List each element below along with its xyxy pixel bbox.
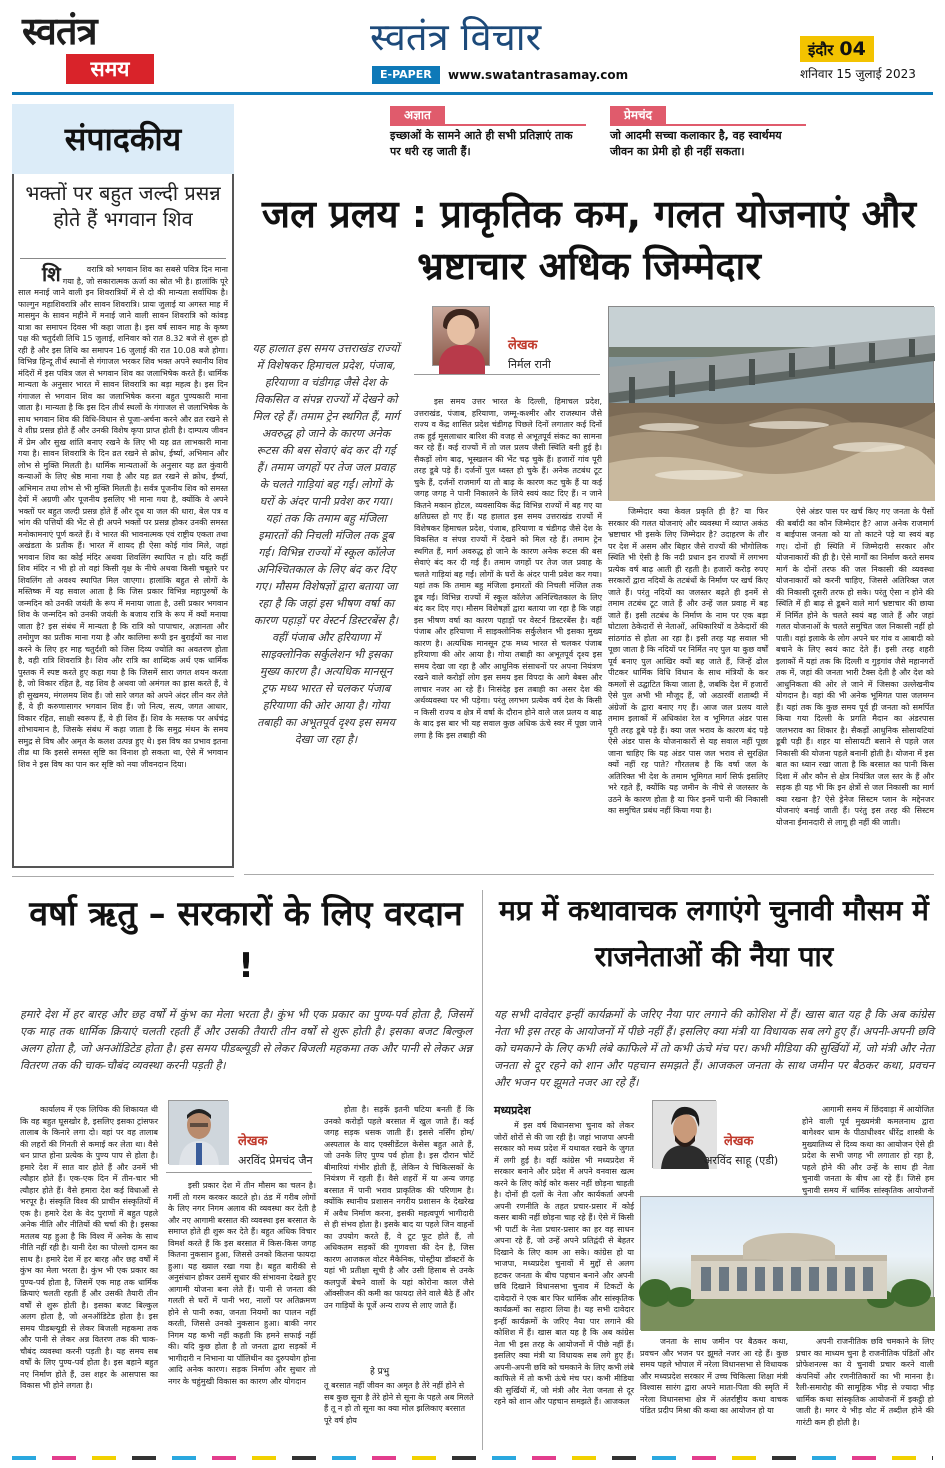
author-label: लेखक (238, 1134, 268, 1149)
city-label: इंदौर (808, 41, 834, 59)
monsoon-column-1: कार्यालय में एक लिपिक की शिकायत थी कि वह बहुत घूसखोर है, इसलिए इसका ट्रांसफर तालाब के किनारे लगा दो। वहां पर वह तालाब की लहरों की गिनती से कमाई कर लेता था। वैसे धन प्राप्त होना प्रत्येक के पुण्य पाप से होता है। हमारे देश में सात वार होते हैं और उनमें भी त्यौहार होते हैं। एक-एक दिन में तीन-चार भी त्यौहार होते हैं। वैसे हमारा देश कई विधाओं से भरपूर है। संस्कृति विश्व की प्राचीन संस्कृतियों में एक है। हमारे देश के वेद पुराणों में बहुत पहले अनेक नीति और नीतियों की चर्चा की है। इसका मतलब यह हुआ है कि विश्व में अनेक के साथ नीति नहीं रही है। यानी देश का पोल्लो दामन का साथ है। हमारे देश में हर बारह और छह वर्षों में कुंभ का मेला भरता है। कुंभ भी एक प्रकार का पुण्य-पर्व होता है, जिसमें एक माह तक धार्मिक क्रियाएं चलती रहती हैं और उसकी तैयारी तीन वर्षों से शुरू होती है। इसका बजट बिल्कुल अलग होता है, जो अनऑडिटेड होता है। इस समय पीडब्ल्यूडी से लेकर बिजली महकमा तक और पानी से लेकर अन्न वितरण तक की चाक-चौबंद व्यवस्था करनी पड़ती है। यह समय सब वर्षों के लिए पुण्य-पर्व होता है। इस बहाने बहुत नए निर्माण होते हैं, उस शहर के आसपास का विकास भी होने लगता है। (20, 1105, 158, 1390)
lead-pullquote: यह हालात इस समय उत्तराखंड राज्यों में विशेषकर हिमाचल प्रदेश, पंजाब, हरियाणा व चंडीगढ़ जैसे देश के विकसित व संपन्न राज्यों में देखने को मिल रहे हैं। तमाम ट्रेन स्थगित हैं, मार्ग अवरुद्ध हो जाने के कारण अनेक रूटस की बस सेवाएं बंद कर दी गई हैं। तमाम जगहों पर तेज जल प्रवाह के चलते गाड़ियां बह गईं। लोगों के घरों के अंदर पानी प्रवेश कर गया। यहां तक कि तमाम बहु मंजिला इमारतों की निचली मंजिल तक डूब गई। विभिन्न राज्यों में स्कूल कॉलेज अनिश्चितकाल के लिए बंद कर दिए गए। मौसम विशेषज्ञों द्वारा बताया जा रहा है कि जहां इस भीषण वर्षा का कारण पहाड़ों पर वेस्टर्न डिस्टरबेंस है। वहीं पंजाब और हरियाणा में साइक्लोनिक सर्कुलेशन भी इसका मुख्य कारण है। अत्यधिक मानसून ट्रफ मध्य भारत से चलकर पंजाब हरियाणा की ओर आया है। गोया तबाही का अभूतपूर्व दृश्य इस समय देखा जा रहा है। (252, 342, 400, 746)
issue-date: शनिवार 15 जुलाई 2023 (800, 67, 916, 81)
poem-heading: हे प्रभु (370, 1367, 390, 1377)
author-name: निर्मल रानी (508, 358, 551, 371)
column-divider (482, 890, 483, 1450)
mp-column-2: आगामी समय में छिंदवाड़ा में आयोजित होने वाली पूर्व मुख्यमंत्री कमलनाथ द्वारा बागेश्वर धाम के पीठाधीश्वर धीरेंद्र शास्त्री के मुख्यातिथ्य से दिव्य कथा का आयोजन ऐसे ही प्रदेश के सभी जगह भी लगातार हो रहा है, पहले होने की और उन्हें के साथ ही नेता चुनावी जनता के बीच आ रहे हैं। जिसे हम चुनावी समय में धार्मिक सांस्कृतिक आयोजनों (802, 1105, 934, 1195)
author-photo-art (169, 1101, 229, 1165)
page-title: स्वतंत्र विचार (370, 15, 542, 59)
author-label: लेखक (724, 1134, 754, 1149)
author-photo-arvind-jain (168, 1100, 228, 1164)
monsoon-poem: तू बरसात नहीं जीवन का अमृत है तेरे नहीं होने से सब कुछ सूना है तेरे होने से सूना के पहले अब मिलते हैं तू न हो तो सूना का क्या मोल झलिकाए बरसात पूरे वर्ष होय (324, 1381, 474, 1425)
assembly-building-photo (640, 1196, 934, 1330)
author-name: अरविंद प्रेमचंद जैन (238, 1154, 313, 1167)
editorial-divider (20, 258, 226, 259)
quote-text: इच्छाओं के सामने आते ही सभी प्रतिज्ञाएं ताक पर धरी रह जाती हैं। (390, 129, 573, 158)
monsoon-column-2: इसी प्रकार देश में तीन मौसम का चलन है। गर्मी तो गरम करकर काटते हो। ठंड में गरीब लोगों के लिए नगर निगम अलाव की व्यवस्था कर देती है और नए आगामी बरसात की व्यवस्था इस बरसात के समाप्त होते ही शुरू कर देते हैं। बहुत अधिक विचार विमर्श करते हैं कि इस बरसात में किस-किस जगह कितना नुकसान हुआ, जिससे उनको कितना फायदा हुआ। यह ख्याल रखा गया है। बहुत बारीकी से अनुसंधान होकर उसमें सुधार की संभावना देखते हुए आगामी योजना बना लेते हैं। पानी से जनता की गलती से घरों में पानी भरा, नालों पर अतिक्रमण होने से पानी रुका, जनता नियमों का पालन नहीं करती, जिससे उनको नुकसान हुआ। बाकी नगर निगम यह कभी नहीं कहती कि हमने सफाई नहीं की। यदि कुछ होता है तो जनता द्वारा सड़कों में भागीदारी न निभाना या पॉलिथीन का दुरुपयोग होना आदि अनेक कारण। सड़क निर्माण और सुधार तो नगर के चहुंमुखी विकास का कारण और योगदान (168, 1181, 316, 1386)
mp-intro: यह सभी दावेदार इन्हीं कार्यक्रमों के जरिए नैया पार लगाने की कोशिश में हैं। खास बात यह है कि अब कांग्रेस नेता भी इस तरह के आयोजनों में पीछे नहीं हैं। इसलिए क्या मंत्री या विधायक सब लगे हुए हैं। अपनी-अपनी छवि को चमकाने के लिए कभी लंबे काफिले में तो कभी ऊंचे मंच पर। कभी मीडिया की सुर्खियों में, जो मंत्री और नेता जनता से दूर रहने को शान और पहचान समझते हैं। आजकल जनता के साथ जमीन पर बैठकर कथा, प्रवचन और भजन पर झूमते नजर आ रहे हैं। (494, 1008, 934, 1089)
flood-barrage-photo (608, 306, 934, 500)
quote-rule (390, 124, 586, 126)
quote-source: अज्ञात (390, 106, 445, 124)
editorial-headline[interactable]: भक्तों पर बहुत जल्दी प्रसन्न होते हैं भगवान शिव (25, 181, 221, 231)
lead-column-3: ऐसे अंडर पास पर खर्च किए गए जनता के पैसों की बर्बादी का कौन जिम्मेदार है? आज अनेक राजमार्ग व बाईपास जनता को या तो काटने पड़े या स्वयं बह गए। दोनों ही स्थिति में जिम्मेदारी सरकार और योजनाकारों की ही है। ऐसे मार्गों का निर्माण करते समय मार्ग के दोनों तरफ की जल निकासी की व्यवस्था योजनाकारों को करनी चाहिए, जिससे अतिरिक्त जल की निकासी दूसरी तरफ हो सके। परंतु ऐसा न होने की स्थिति में ही बाढ़ से डूबने वाले मार्ग भ्रष्टाचार की छाया में निर्मित होने के चलते स्वयं बह जाते हैं और जहां गलत योजनाओं के चलते समुचित जल निकासी नहीं हो पाती। वहां इलाके के लोग अपने घर गांव व आबादी को बचाने के लिए स्वयं काट देते हैं। इसी तरह शहरी इलाकों में यहां तक कि दिल्ली व गुड़गांव जैसे महानगरों तक में, जहां की जनता भारी टैक्स देती है और देश को आधुनिकता की ओर ले जाने में जिसका उल्लेखनीय योगदान है। वहां की भी अनेक भूमिगत पास जलमग्न हैं। यहां तक कि कुछ समय पूर्व ही जनता को समर्पित किया गया दिल्ली के प्रगति मैदान का अंडरपास जलभराव का शिकार है। सैकड़ों आधुनिक सोसायटियां डूबी पड़ी हैं। शहर या सोसायटी बसाने से पहले जल निकासी की योजना पहले बनानी होती है। योजना में इस बात का ध्यान रखा जाता है कि बरसात का पानी किस दिशा में और कौन से क्षेत्र नियंत्रित जल स्तर के हैं और सड़क ही यह भी कि इन क्षेत्रों से जल निकासी का मार्ग क्या रखना है? ऐसे ड्रेनेज सिस्टम प्लान के मद्देनजर योजनाएं बनाई जाती हैं। परंतु इस तरह की सिस्टम योजना ईमानदारी से लागू ही नहीं की जाती। (776, 507, 934, 827)
mp-column-1: में इस वर्ष विधानसभा चुनाव को लेकर जोरों शोरों से की जा रही है। जहां भाजपा अपनी सरकार को मध्य प्रदेश में यथावत रखने के जुगत में लगी हुई है। वहीं कांग्रेस भी मध्यप्रदेश में सरकार बनाने और प्रदेश में अपने वनवास खत्म करने के लिए कोई कोर कसर नहीं छोड़ना चाहती है। दोनों ही दलों के नेता और कार्यकर्ता अपनी अपनी रणनीति के तहत प्रचार-प्रसार में कोई कसर बाकी नहीं छोड़ना चाह रहे हैं। ऐसे में किसी भी पार्टी के नेता प्रचार-प्रसार का हर वह साधन अपना रहे हैं, जो उन्हें अपने प्रतिद्वंदी से बेहतर दिखाने के लिए काम आ सके। कांग्रेस हो या भाजपा, मध्यप्रदेश चुनावों में मुद्दों से अलग हटकर जनता के बीच पहचान बनाने और अपनी छवि दिखाने विधानसभा चुनाव में टिकटों के दावेदारों ने एक बार फिर धार्मिक और सांस्कृतिक कार्यक्रमों का सहारा लिया है। यह सभी दावेदार इन्हीं कार्यक्रमों के जरिए नैया पार लगाने की कोशिश में हैं। खास बात यह है कि अब कांग्रेस नेता भी इस तरह के आयोजनों में पीछे नहीं हैं। इसलिए क्या मंत्री या विधायक सब लगे हुए हैं। अपनी-अपनी छवि को चमकाने के लिए कभी लंबे काफिले में तो कभी ऊंचे मंच पर। कभी मीडिया की सुर्खियों में, जो मंत्री और नेता जनता से दूर रहने को शान और पहचान समझते हैं। आजकल (494, 1121, 634, 1406)
logo-wordmark: स्वतंत्र (22, 8, 97, 53)
mp-column-4: अपनी राजनीतिक छवि चमकाने के लिए प्रचार का माध्यम चुना है राजनीतिक पंडितों और प्रोफेशनल्स का ये चुनावी प्रचार करने वाली कंपनियों और रणनीतिकारों का भी मानना है। रैली-समारोह की सामूहिक भीड़ से ज्यादा भीड़ धार्मिक कथा सांस्कृतिक आयोजनों में इकट्ठी हो जाती है। मगर ये भीड़ वोट में तब्दील होने की गारंटी कम ही होती है। (796, 1337, 934, 1427)
quote-source: प्रेमचंद (610, 106, 666, 124)
quote-text: जो आदमी सच्चा कलाकार है, वह स्वार्थमय जीवन का प्रेमी हो ही नहीं सकता। (610, 129, 782, 158)
logo-badge: समय (66, 54, 154, 84)
mp-column-3: जनता के साथ जमीन पर बैठकर कथा, प्रवचन और भजन पर झूमते नजर आ रहे हैं। कुछ समय पहले भोपाल में नरेला विधानसभा से विधायक और मध्यप्रदेश सरकार में उच्च चिकित्सा शिक्षा मंत्री विश्वास सारंग द्वारा अपने माता-पिता की स्मृति में नरेला विधानसभा क्षेत्र में अंतर्राष्ट्रीय कथा वाचक पंडित प्रदीप मिश्रा की कथा का आयोजन हो या (640, 1337, 788, 1415)
section-divider-left (12, 876, 234, 877)
face-shape (447, 315, 475, 345)
flood-photo-art (609, 307, 935, 501)
mp-dateline: मध्यप्रदेश (494, 1104, 531, 1117)
author-divider (166, 1172, 312, 1173)
editorial-dropcap: शि (42, 262, 61, 286)
author-name: अरविंद साहू (एडी) (704, 1154, 779, 1167)
quote-box-2 (610, 106, 806, 166)
monsoon-column-3: होता है। सड़कें इतनी घटिया बनती हैं कि उनको करोड़ों पहले बरसात में खुल जाते हैं। कई जगह सड़क धसक जाती हैं। इससे नर्सिंग होम/अस्पताल के वाद एक्सीडेंटल केसेस बहुत आते हैं, जो उनके लिए पुण्य पर्व होता है। इस दौरान चोटें बीमारियां गंभीर होती हैं, लेकिन ये चिकित्सकों के नियंत्रण में रहती हैं। वैसे शहरों में या अन्य जगह बरसात में पानी भराव प्राकृतिक की परिणाम है। क्योंकि स्थानीय प्रशासन नगरीय प्रशासन के देखरेख में अवैध निर्माण करना, इसकी महत्वपूर्ण भागीदारी से ही संभव होता है। इसके बाद या पहले जिन वाहनों का उपयोग करते हैं, वे टूट फूट होते हैं, तो अधिकतम सड़कों की गुणवत्ता की देन है, जिस कारण आजकल वोटर मैकेनिक, पोस्ट्रीया डॉक्टरों के यहां भी प्रतीक्षा सूची है और उसी हिसाब से उनके कलपुर्जे बेचने वालों के यहां कोरोना काल जैसे ऑक्सीजन की कमी का फायदा लेने वाले बैठे हैं और उन गाड़ियों के पूर्जे अन्य राज्य से लाए जाते हैं। (324, 1105, 474, 1310)
lead-column-2: जिम्मेदार क्या केवल प्रकृति ही है? या फिर सरकार की गलत योजनाएं और व्यवस्था में व्याप्त अकंठ भ्रष्टाचार भी इसके लिए जिम्मेदार है? उदाहरण के तौर पर देश में असम और बिहार जैसे राज्यों की भौगोलिक स्थिति भी ऐसी है कि नदी प्रधान इन राज्यों में लगभग प्रत्येक वर्ष बाढ़ आती ही रहती है। हजारों करोड़ रुपए सरकारों द्वारा नदियों के तटबंधों के निर्माण पर खर्च किए जाते हैं। परंतु नदियों का जलस्तर बढ़ते ही इनमें से तमाम तटबंध टूट जाते हैं और उन्हें जल प्रवाह में बह जाते हैं। इसी तटबंध के निर्माण के नाम पर एक बड़ा घोटाला ठेकेदारों से नेताओं, अधिकारियों व ठेकेदारों की सांठगांठ से होता आ रहा है। इसी तरह यह सवाल भी पूछा जाता है कि नदियों पर निर्मित नए पुल या कुछ वर्षों पूर्व बनाए पुल आखिर क्यों बह जाते हैं, जिन्हें ढोल पीटकर धार्मिक विधि विधान के साथ मंत्रियों के कर कमलों से उद्घाटित किया जाता है, जबकि देश में हजारों ऐसे पुल अभी भी मौजूद हैं, जो अठारवीं शताब्दी में अंग्रेजों के द्वारा बनाए गए हैं। आज जल प्रलय वाले तमाम इलाकों में अधिकांश रेल व भूमिगत अंडर पास पूरी तरह डूबे पड़े हैं। क्या जल भराव के कारण बंद पड़े ऐसे अंडर पास के योजनाकारों से यह सवाल नहीं पूछा जाना चाहिए कि यह अंडर पास जल भराव से सुरक्षित क्यों नहीं रह पाते? गौरतलब है कि वर्षा जल के अतिरिक्त भी देश के तमाम भूमिगत मार्ग सिर्फ इसलिए भरे रहते हैं, क्योंकि यह जमीन के नीचे से जलस्तर के उठने के कारण होता है या फिर इनमें पानी की निकासी का समुचित प्रबंध नहीं किया गया है। (608, 507, 768, 815)
building-photo-art (641, 1197, 935, 1331)
author-label: लेखक (508, 338, 538, 353)
lead-headline[interactable]: जल प्रलय : प्राकृतिक कम, गलत योजनाएं और भ्रष्टाचार अधिक जिम्मेदार (261, 192, 917, 288)
quote-box-1 (390, 106, 586, 166)
masthead-divider (12, 92, 933, 95)
body-shape (439, 345, 485, 375)
page-number: 04 (839, 38, 866, 60)
section-divider (244, 874, 934, 875)
lead-column-1: इस समय उत्तर भारत के दिल्ली, हिमाचल प्रदेश, उत्तराखंड, पंजाब, हरियाणा, जम्मू-कश्मीर और राजस्थान जैसे राज्य व केंद्र शासित प्रदेश चंडीगढ़ पिछले दिनों लगातार कई दिनों तक हुई मूसलाधार बारिश की वजह से अभूतपूर्व संकट का सामना कर रहे हैं। कई राज्यों में तो जल प्रलय जैसी स्थिति बनी हुई है। सैकड़ों लोग बाढ़, भूस्खलन की भेंट चढ़ चुके हैं। हजारों गांव पूरी तरह डूबे पड़े हैं। दर्जनों पुल ध्वस्त हो चुके हैं। अनेक तटबंध टूट चुके हैं, दर्जनों राजमार्ग या तो बाढ़ के कारण कट चुके हैं या कई जगह जगह ने पानी निकालने के लिये स्वयं काट दिए हैं। न जाने कितने मकान होटल, व्यवसायिक केंद्र विभिन्न राज्यों में बह गए या क्षतिग्रस्त हो गए हैं। यह हालात इस समय उत्तराखंड राज्यों में विशेषकर हिमाचल प्रदेश, पंजाब, हरियाणा व चंडीगढ़ जैसे देश के विकसित व संपन्न राज्यों में देखने को मिल रहे हैं। तमाम ट्रेन स्थगित हैं, मार्ग अवरुद्ध हो जाने के कारण अनेक रूटस की बस सेवाएं बंद कर दी गई हैं। तमाम जगहों पर तेज जल प्रवाह के चलते गाड़ियां बह गईं। लोगों के घरों के अंदर पानी प्रवेश कर गया। यहां तक कि तमाम बहु मंजिला इमारतों की निचली मंजिल तक डूब गई। विभिन्न राज्यों में स्कूल कॉलेज अनिश्चितकाल के लिए बंद कर दिए गए। मौसम विशेषज्ञों द्वारा बताया जा रहा है कि जहां इस भीषण वर्षा का कारण पहाड़ों पर वेस्टर्न डिस्टरबेंस है। वहीं पंजाब और हरियाणा में साइक्लोनिक सर्कुलेशन भी इसका मुख्य कारण है। अत्यधिक मानसून ट्रफ मध्य भारत से चलकर पंजाब हरियाणा की ओर आया है। गोया तबाही का अभूतपूर्व दृश्य इस समय देखा जा रहा है और आधुनिक संसाधनों पर अपना नियंत्रण रखने वाले करोड़ों लोग इस समय इस विपदा के आगे बेबस और लाचार नजर आ रहे हैं। निःसंदेह इस तबाही का असर देश की अर्थव्यवस्था पर भी पड़ेगा। परंतु लगभग प्रत्येक वर्ष देश के किसी न किसी राज्य व क्षेत्र में वर्षा के दौरान होने वाले जल प्रलय व बाढ़ के बाद इस बार भी यह सवाल कुछ अधिक ऊंचे स्वर में पूछा जाने लगा है कि इस तबाही की (414, 397, 602, 740)
author-divider (414, 374, 600, 375)
monsoon-headline[interactable]: वर्षा ऋतु – सरकारों के लिए वरदान ! (29, 894, 463, 986)
author-photo-nirmal (432, 306, 490, 366)
site-link[interactable]: www.swatantrasamay.com (448, 68, 629, 82)
editorial-text: वरात्रि को भगवान शिव का सबसे पवित्र दिन माना गया है, जो सकारात्मक ऊर्जा का स्रोत भी है। हालांकि पूरे साल मनाई जाने वाली इन शिवरात्रियों में से दो की मान्यता सर्वाधिक है। फाल्गुन महाशिवरात्रि और सावन शिवरात्रि। प्रायः जुलाई या अगस्त माह में मासमुन के सावन महीने में मनाई जाने वाली सावन शिवरात्रि को कांवड़ यात्रा का समापन दिवस भी कहा जाता है। इस वर्ष सावन माह के कृष्ण पक्ष की चतुर्दशी तिथि 15 जुलाई, शनिवार को रात 8.32 बजे से शुरू हो रही है और इस तिथि का समापन 16 जुलाई की रात 10.08 बजे होगा। विभिन्न हिन्दू तीर्थ स्थानों से गंगाजल भरकर शिव भक्त अपने स्थानीय शिव मंदिरों में इस पवित्र जल से भगवान शिव का जलाभिषेक करते हैं। धार्मिक मान्यता के अनुसार भारत में सावन शिवरात्रि का बड़ा महत्व है। इस दिन गंगाजल से भगवान शिव का जलाभिषेक करना बहुत पुण्यकारी माना जाता है। मान्यता है कि इस दिन तीर्थ स्थलों के गंगाजल से जलाभिषेक के साथ भगवान शिव की विधि-विधान से पूजा-अर्चना करने और व्रत रखने से वे शीघ्र प्रसन्न होते हैं और उनकी विशेष कृपा प्राप्त होती है। दाम्पत्य जीवन में प्रेम और सुख शांति बनाए रखने के लिए भी यह व्रत लाभकारी माना गया है। सावन शिवरात्रि के दिन व्रत रखने से क्रोध, ईर्ष्या, अभिमान और लोभ से मुक्ति मिलती है। धार्मिक मान्यताओं के अनुसार यह व्रत कुंवारी कन्याओं के लिए श्रेष्ठ माना गया है और यह व्रत रखने से क्रोध, ईर्ष्या, अभिमान तथा लोभ से भी मुक्ति मिलती है। सर्वत्र पूजनीय शिव को समस्त देवों में अग्रणी और पूजनीय इसलिए भी माना गया है, क्योंकि वे अपने भक्तों पर बहुत जल्दी प्रसन्न होते हैं और दूध या जल की धारा, बेल पत्र व भांग की पत्तियों की भेंट से ही अपने भक्तों पर प्रसन्न होकर उनकी समस्त मनोकामनाएं पूर्ण करते हैं। वे भारत की भावनात्मक एवं राष्ट्रीय एकता तथा अखंडता के प्रतीक हैं। भारत में शायद ही ऐसा कोई गांव मिले, जहां भगवान शिव का कोई मंदिर अथवा शिवलिंग स्थापित न हो। यदि कहीं शिव मंदिर न भी हो तो वहां किसी वृक्ष के नीचे अथवा किसी चबूतरे पर शिवलिंग तो अवश्य स्थापित मिल जाएगा। हालांकि बहुत से लोगों के मस्तिष्क में यह सवाल आता है कि जिस प्रकार विभिन्न महापुरुषों के जन्मदिन को उनकी जयंती के रूप में मनाया जाता है, उसी प्रकार भगवान शिव के जन्मदिन को उनकी जयंती के बजाय रात्रि के रूप में क्यों मनाया जाता है? इस संबंध में मान्यता है कि रात्रि को पापाचार, अज्ञानता और तमोगुण का प्रतीक माना गया है और कालिमा रूपी इन बुराईयों का नाश करने के लिए हर माह चतुर्दशी को जिस दिव्य ज्योति का अवतरण होता है, वही रात्रि शिवरात्रि है। शिव और रात्रि का शाब्दिक अर्थ एक धार्मिक पुस्तक में स्पष्ट करते हुए कहा गया है कि जिसमें सारा जगत शयन करता है, जो विकार रहित है, वह शिव है अथवा जो अमंगल का ह्रास करते हैं, वे ही सुखमय, मंगलमय शिव हैं। जो सारे जगत को अपने अंदर लीन कर लेते हैं, वे ही करुणासागर भगवान शिव हैं। जो नित्य, सत्य, जगत आधार, विकार रहित, साक्षी स्वरूप हैं, वे ही शिव हैं। शिव के मस्तक पर अर्धचंद्र शोभायमान है, जिसके संबंध में कहा जाता है कि समुद्र मंथन के समय समुद्र से विष और अमृत के कलश उत्पन्न हुए थे। इस विष का प्रभाव इतना तीव्र था कि इससे समस्त सृष्टि का विनाश हो सकता था, ऐसे में भगवान शिव ने इस विष का पान कर सृष्टि को नया जीवनदान दिया। (18, 265, 228, 769)
registration-strip (12, 1456, 933, 1460)
editorial-body (18, 264, 228, 862)
city-page-badge (800, 36, 874, 62)
editorial-banner: संपादकीय (12, 104, 234, 174)
quote-rule (610, 124, 806, 126)
mp-headline[interactable]: मप्र में कथावाचक लगाएंगे चुनावी मौसम में राजनेताओं की नैया पार (499, 894, 929, 973)
epaper-badge: E-PAPER (372, 66, 440, 84)
monsoon-intro: हमारे देश में हर बारह और छह वर्षों में कुंभ का मेला भरता है। कुंभ भी एक प्रकार का पुण्य-पर्व होता है, जिसमें एक माह तक धार्मिक क्रियाएं चलती रहती हैं और उसकी तैयारी तीन वर्षों से शुरू होती है। इसका बजट बिल्कुल अलग होता है, जो अनऑडिटेड होता है। इस समय पीडब्ल्यूडी से लेकर बिजली महकमा तक और पानी से लेकर अन्न वितरण तक की चाक-चौबंद व्यवस्था करनी पड़ती है। (20, 1008, 472, 1072)
